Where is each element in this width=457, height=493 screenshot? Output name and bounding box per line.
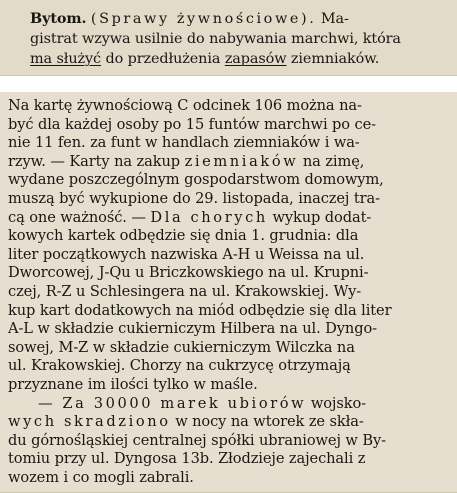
text-line: Na kartę żywnościową C odcinek 106 można na- xyxy=(8,97,362,114)
text-line: wozem i co mogli zabrali. xyxy=(8,468,194,486)
text-line: gistrat wzywa usilnie do nabywania marchwi, która xyxy=(30,30,401,47)
text-line: kowych kartek odbędzie się dnia 1. grudnia: dla xyxy=(8,227,359,245)
text-line xyxy=(8,209,451,228)
text-line: przyznane im ilości tylko w maśle. xyxy=(8,375,258,393)
text-line: A-L w składzie cukierniczym Hilbera na ul. Dyngo- xyxy=(8,320,377,338)
text-line: tomiu przy ul. Dyngosa 13b. Złodzieje zajechali z xyxy=(8,450,366,468)
text-fragment: cą one ważność. — xyxy=(8,208,146,226)
text-fragment: wojsko- xyxy=(310,394,366,412)
text-line: kup kart dodatkowych na miód odbędzie się dla liter xyxy=(8,301,392,319)
spaced-text: Dla chorych xyxy=(150,208,268,226)
text-fragment: ziemniaków. xyxy=(290,50,380,67)
text-fragment: do przedłużenia xyxy=(105,50,221,67)
text-line: ul. Krakowskiej. Chorzy na cukrzycę otrzymają xyxy=(8,357,351,375)
text-line: być dla każdej osoby po 15 funtów marchwi po ce- xyxy=(8,115,376,133)
text-line: sowej, M-Z w składzie cukierniczym Wilczka na xyxy=(8,338,355,356)
text-fragment: wykup dodat- xyxy=(272,208,372,226)
text-fragment: w nocy na wtorek ze skła- xyxy=(175,413,364,431)
newspaper-clipping-main xyxy=(0,92,457,493)
text-fragment: na zimę, xyxy=(302,152,365,170)
text-line: wydane poszczególnym gospodarstwom domowym, xyxy=(8,171,384,189)
underlined-text: zapasów xyxy=(224,50,287,67)
newspaper-clipping-top xyxy=(0,0,457,76)
text-line: muszą być wykupione do 29. listopada, inaczej tra- xyxy=(8,189,380,207)
text-line: nie 11 fen. za funt w handlach ziemniaków i wa- xyxy=(8,134,360,152)
spaced-text: ziemniaków xyxy=(184,152,299,170)
text-line xyxy=(30,50,443,70)
headline-topic: (Sprawy żywnościowe). xyxy=(90,11,317,27)
text-line xyxy=(8,153,451,172)
text-line xyxy=(30,9,443,30)
underlined-text: ma służyć xyxy=(30,50,101,67)
text-fragment: rzyw. — Karty na zakup xyxy=(8,152,181,170)
text-line: du górnośląskiej centralnej spółki ubraniowej w By- xyxy=(8,431,386,449)
text-line xyxy=(8,413,451,432)
headline-place: Bytom. xyxy=(30,10,87,27)
spaced-text: — Za 30000 marek ubiorów xyxy=(38,394,307,412)
text-line: Dworcowej, J-Qu u Briczkowskiego na ul. Krupni- xyxy=(8,264,369,282)
text-line xyxy=(8,395,451,414)
text-line: liter początkowych nazwiska A-H u Weissa na ul. xyxy=(8,245,365,263)
text-fragment: Ma- xyxy=(320,11,349,27)
spaced-text: wych skradziono xyxy=(8,413,171,431)
text-line: czej, R-Z u Schlesingera na ul. Krakowskiej. Wy- xyxy=(8,282,362,300)
